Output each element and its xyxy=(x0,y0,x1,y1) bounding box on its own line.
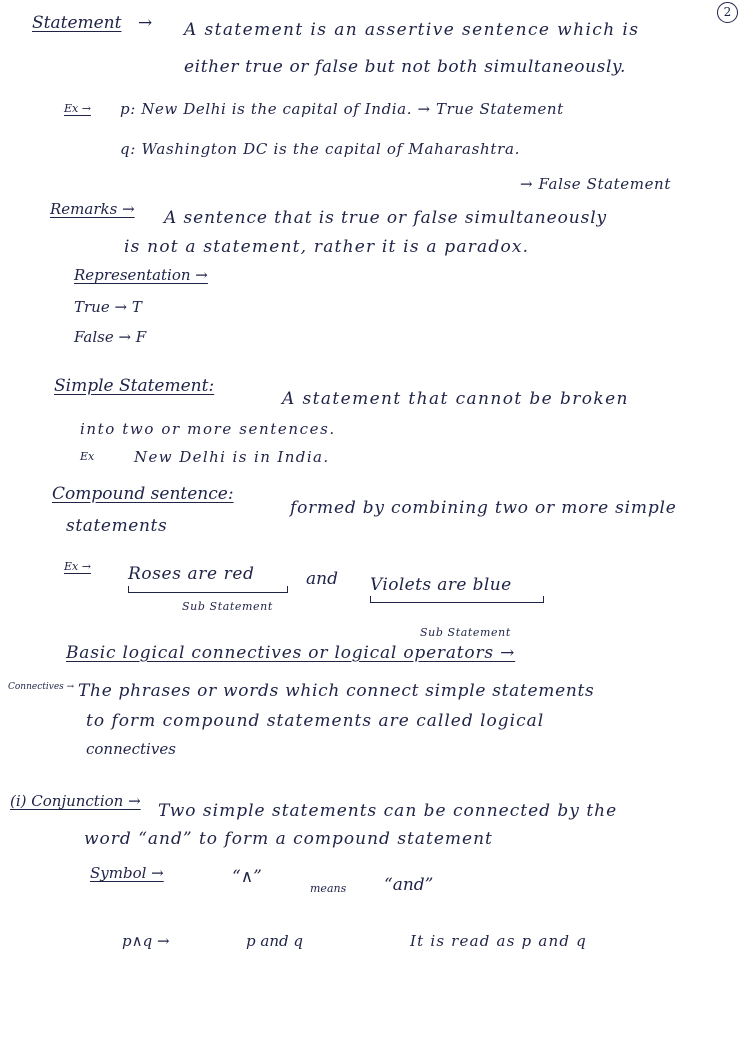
connectives-line1: The phrases or words which connect simple statements xyxy=(78,681,595,701)
compound-line2: statements xyxy=(66,516,168,536)
representation-false: False → F xyxy=(74,328,147,346)
conjunction-means-value: “and” xyxy=(384,875,434,895)
representation-true: True → T xyxy=(74,298,142,316)
representation-heading: Representation → xyxy=(74,266,208,284)
remarks-line1: A sentence that is true or false simultaneously xyxy=(164,208,608,228)
conjunction-line2: word “and” to form a compound statement xyxy=(84,829,493,849)
simple-statement-example-label: Ex xyxy=(80,450,95,463)
remarks-line2: is not a statement, rather it is a paradox. xyxy=(124,237,530,257)
compound-example-and: and xyxy=(306,569,338,589)
connectives-heading: Basic logical connectives or logical operators → xyxy=(66,643,516,663)
simple-statement-line2: into two or more sentences. xyxy=(80,420,336,438)
remarks-heading: Remarks → xyxy=(50,200,135,218)
connectives-line3: connectives xyxy=(86,740,176,758)
conjunction-expression-value: p and q xyxy=(246,932,303,950)
conjunction-line1: Two simple statements can be connected by the xyxy=(158,801,618,821)
statement-example-q-result: → False Statement xyxy=(520,175,671,193)
statement-example-q: q: Washington DC is the capital of Maharashtra. xyxy=(120,140,521,158)
simple-statement-example: New Delhi is in India. xyxy=(134,448,330,466)
conjunction-symbol: “∧” xyxy=(232,867,262,887)
compound-sub-statement-1: Sub Statement xyxy=(182,600,273,613)
simple-statement-heading: Simple Statement: xyxy=(54,376,215,396)
statement-definition-line2: either true or false but not both simultaneously. xyxy=(184,57,626,77)
page-number: 2 xyxy=(717,2,738,23)
statement-example-p: p: New Delhi is the capital of India. → True Statement xyxy=(120,100,564,118)
connectives-side-label: Connectives → xyxy=(8,682,75,692)
compound-example-label: Ex → xyxy=(64,560,91,573)
connectives-line2: to form compound statements are called logical xyxy=(86,711,545,731)
compound-brace-1 xyxy=(128,586,288,593)
statement-example-label: Ex → xyxy=(64,102,91,115)
compound-sub-statement-2: Sub Statement xyxy=(420,626,511,639)
compound-brace-2 xyxy=(370,596,544,603)
simple-statement-line1: A statement that cannot be broken xyxy=(282,389,629,409)
compound-heading: Compound sentence: xyxy=(52,484,234,504)
statement-definition-line1: A statement is an assertive sentence which is xyxy=(184,20,640,40)
conjunction-expression: p∧q → xyxy=(122,932,170,950)
statement-heading: Statement xyxy=(32,13,122,33)
conjunction-symbol-label: Symbol → xyxy=(90,864,164,882)
compound-line1: formed by combining two or more simple xyxy=(290,498,677,518)
statement-arrow: → xyxy=(138,13,153,33)
conjunction-means: means xyxy=(310,882,347,895)
compound-example-part1: Roses are red xyxy=(128,564,255,584)
conjunction-read-as: It is read as p and q xyxy=(410,932,587,950)
compound-example-part2: Violets are blue xyxy=(370,575,512,595)
conjunction-heading: (i) Conjunction → xyxy=(10,792,141,810)
